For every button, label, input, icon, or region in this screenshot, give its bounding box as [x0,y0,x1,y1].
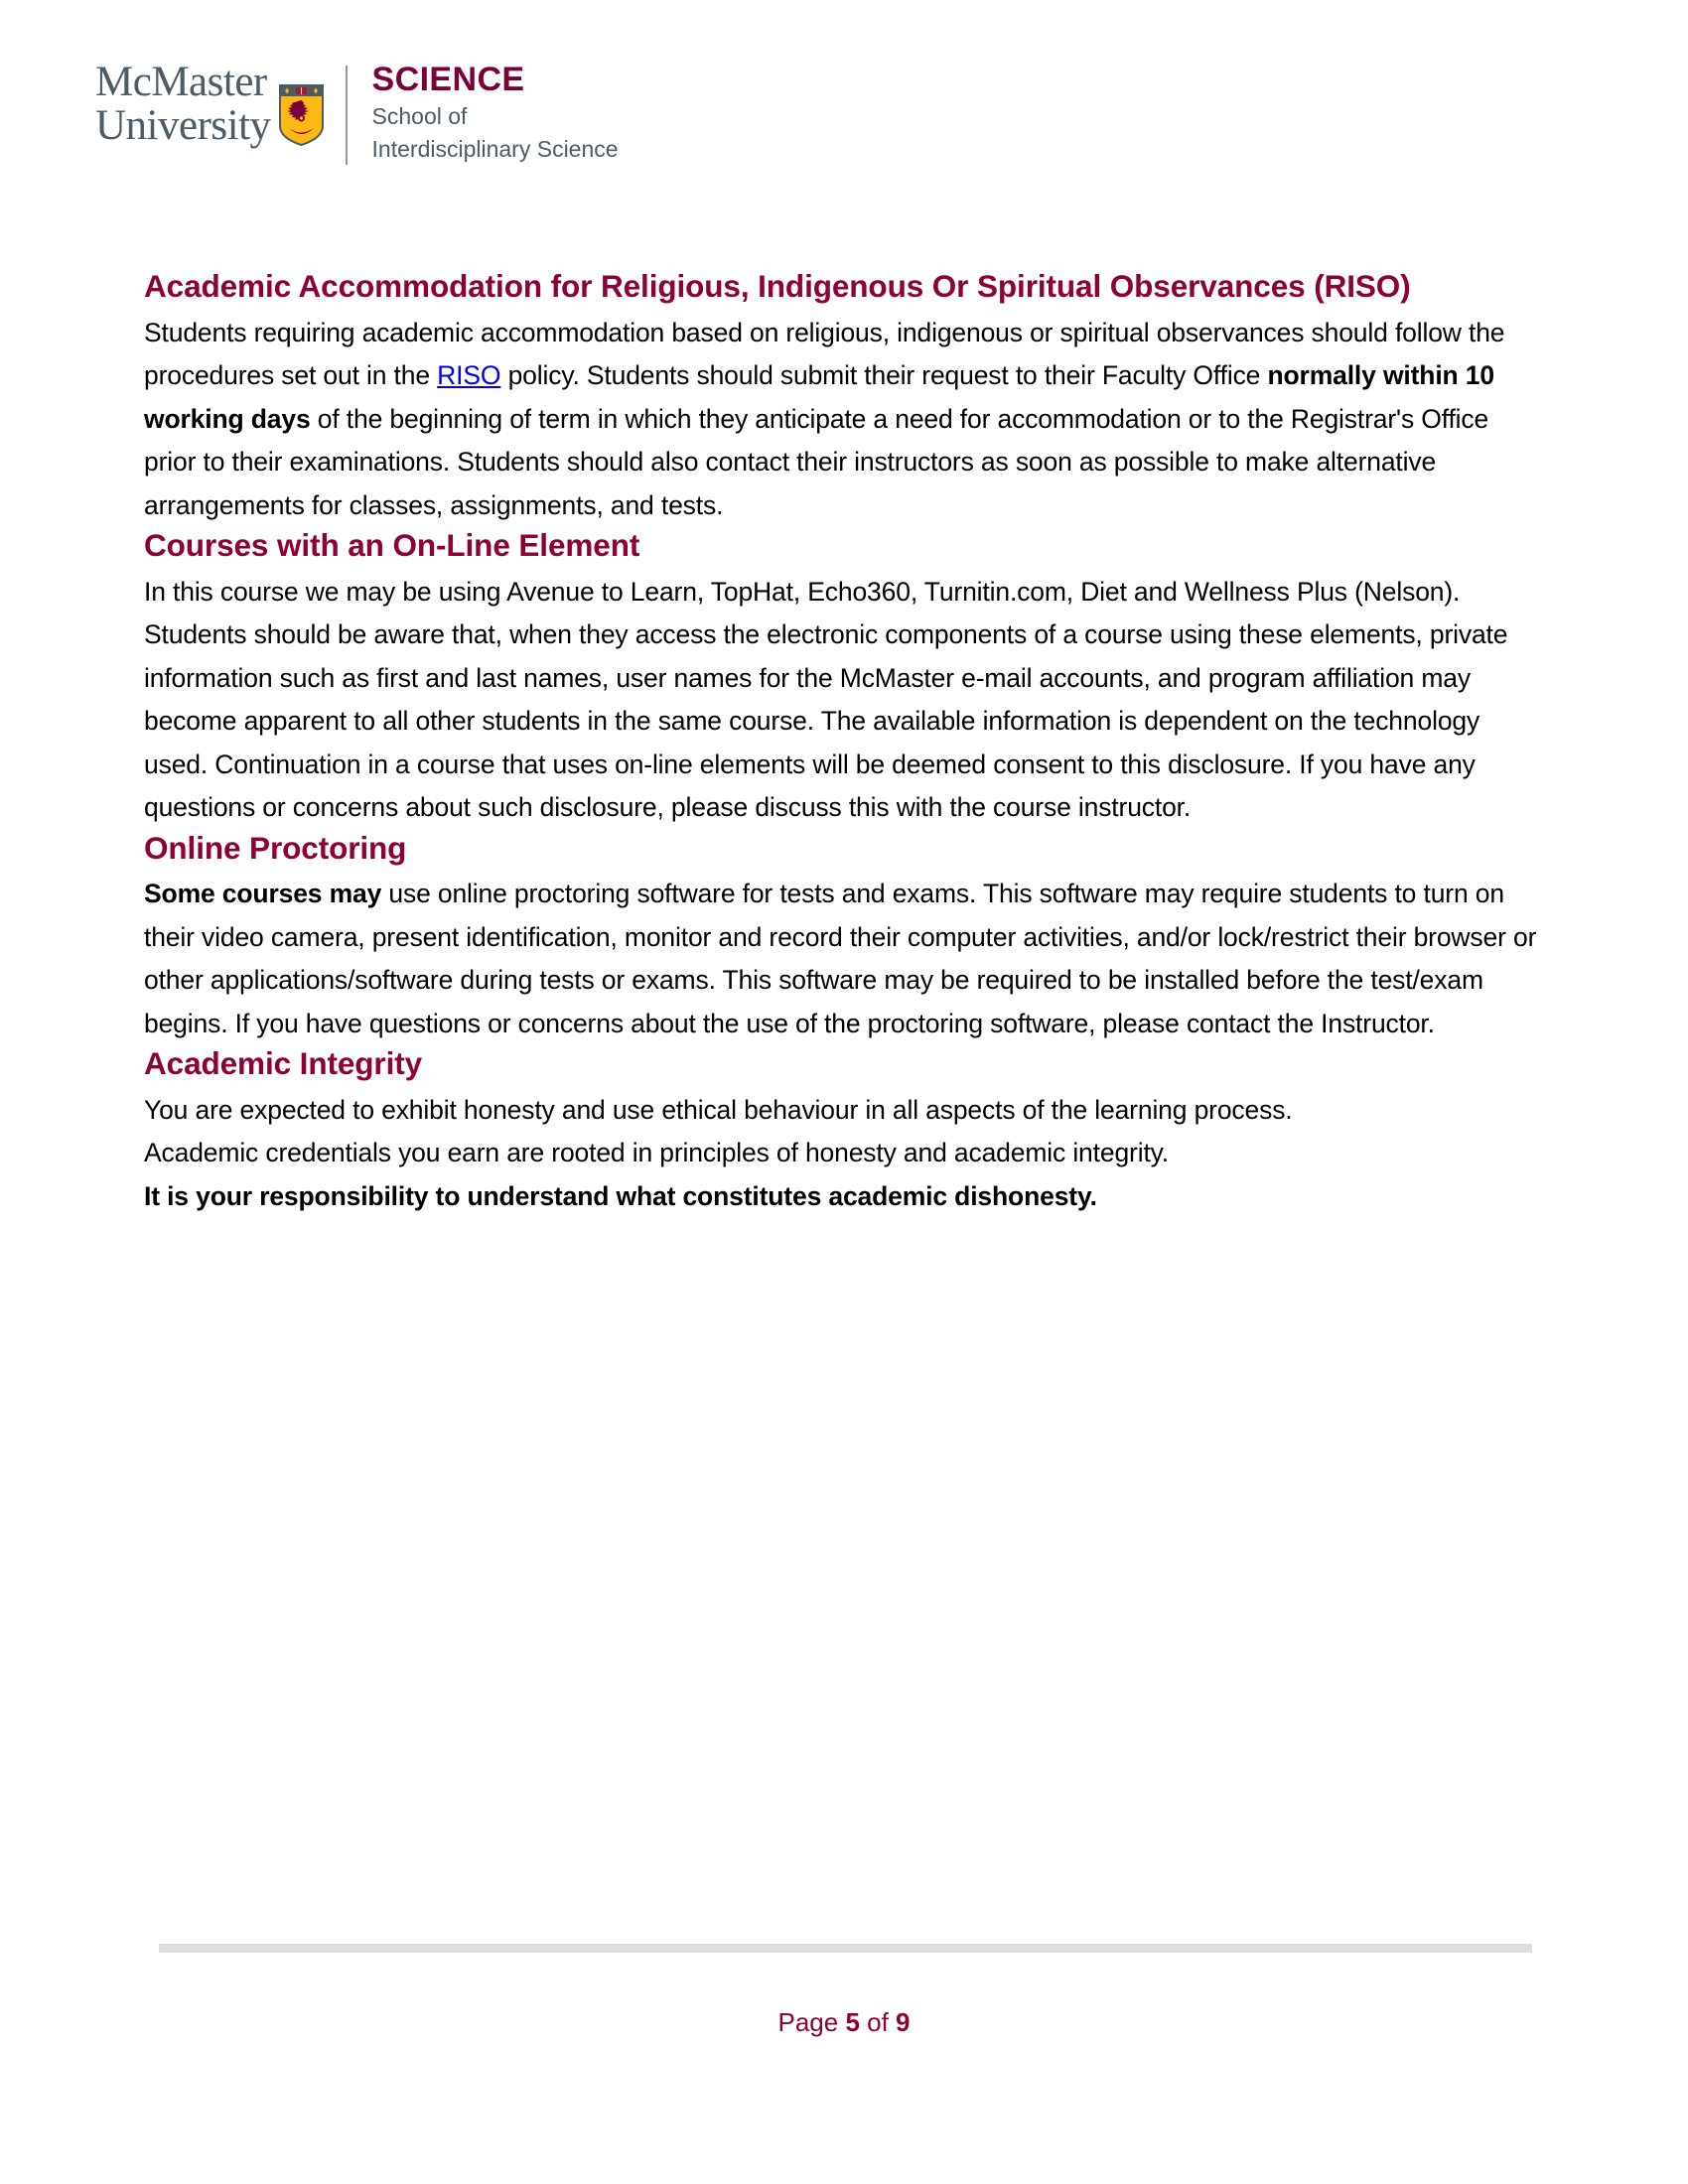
faculty-title: SCIENCE [371,61,525,98]
proctoring-text-rest: use online proctoring software for tests and exams. This software may require students to turn on their video camera, present identification, monitor and record their computer activities, and/or lock/restrict their browser or other applications/software during tests or exams. This software may be required to be installed before the test/exam begins. If you have questions or concerns about the use of the proctoring software, please contact the Instructor. [144,879,1537,1038]
page-number-footer [0,2007,1688,2038]
riso-text-bold: normally within 10 working days [144,360,1494,434]
school-line1: School of [371,102,468,129]
riso-text-part-b: policy. Students should submit their request to their Faculty Office [500,360,1268,391]
mcmaster-crest-icon [279,84,324,146]
proctoring-text-bold: Some courses may [144,879,382,909]
faculty-lockup [348,62,619,164]
paragraph-academic-integrity-3: It is your responsibility to understand what constitutes academic dishonesty. [144,1180,1097,1211]
footer-current-page: 5 [845,2007,860,2037]
footer-prefix: Page [777,2007,846,2037]
mcmaster-wordmark-line2: University [95,102,271,150]
page-header-logo [95,59,619,165]
heading-riso: Academic Accommodation for Religious, Indigenous Or Spiritual Observances (RISO) [144,268,1411,304]
school-line2: Interdisciplinary Science [371,135,619,162]
mcmaster-university-logo [95,59,346,150]
paragraph-online-element: In this course we may be using Avenue to Learn, TopHat, Echo360, Turnitin.com, Diet and Wellness Plus (Nelson). Students should be aware that, when they access the electronic components of a course using these elements, private information such as first and last names, user names for the McMaster e-mail accounts, and program affiliation may become apparent to all other students in the same course. The available information is dependent on the technology used. Continuation in a course that uses on-line elements will be deemed consent to this disclosure. If you have any questions or concerns about such disclosure, please discuss this with the course instructor. [144,576,1508,823]
mcmaster-wordmark-line1: McMaster [95,59,267,105]
paragraph-online-proctoring [144,873,1539,1045]
heading-academic-integrity: Academic Integrity [144,1045,423,1082]
riso-policy-link[interactable]: RISO [437,360,501,391]
heading-online-element: Courses with an On-Line Element [144,527,640,564]
paragraph-riso [144,312,1539,527]
paragraph-academic-integrity-1: You are expected to exhibit honesty and use ethical behaviour in all aspects of the learning process. [144,1094,1293,1125]
heading-online-proctoring: Online Proctoring [144,829,407,866]
mcmaster-wordmark [95,59,271,150]
riso-text-part-a: Students requiring academic accommodation based on religious, indigenous or spiritual observances should follow the procedures set out in the [144,317,1505,391]
paragraph-academic-integrity-2: Academic credentials you earn are rooted in principles of honesty and academic integrity. [144,1138,1170,1168]
footer-total-pages: 9 [896,2007,911,2037]
footer-divider [159,1944,1532,1953]
footer-middle: of [859,2007,897,2037]
riso-text-part-c: of the beginning of term in which they anticipate a need for accommodation or to the Registrar's Office prior to their examinations. Students should also contact their instructors as soon as possible to make alternative arrangements for classes, assignments, and tests. [144,403,1489,520]
document-body [144,268,1539,1218]
